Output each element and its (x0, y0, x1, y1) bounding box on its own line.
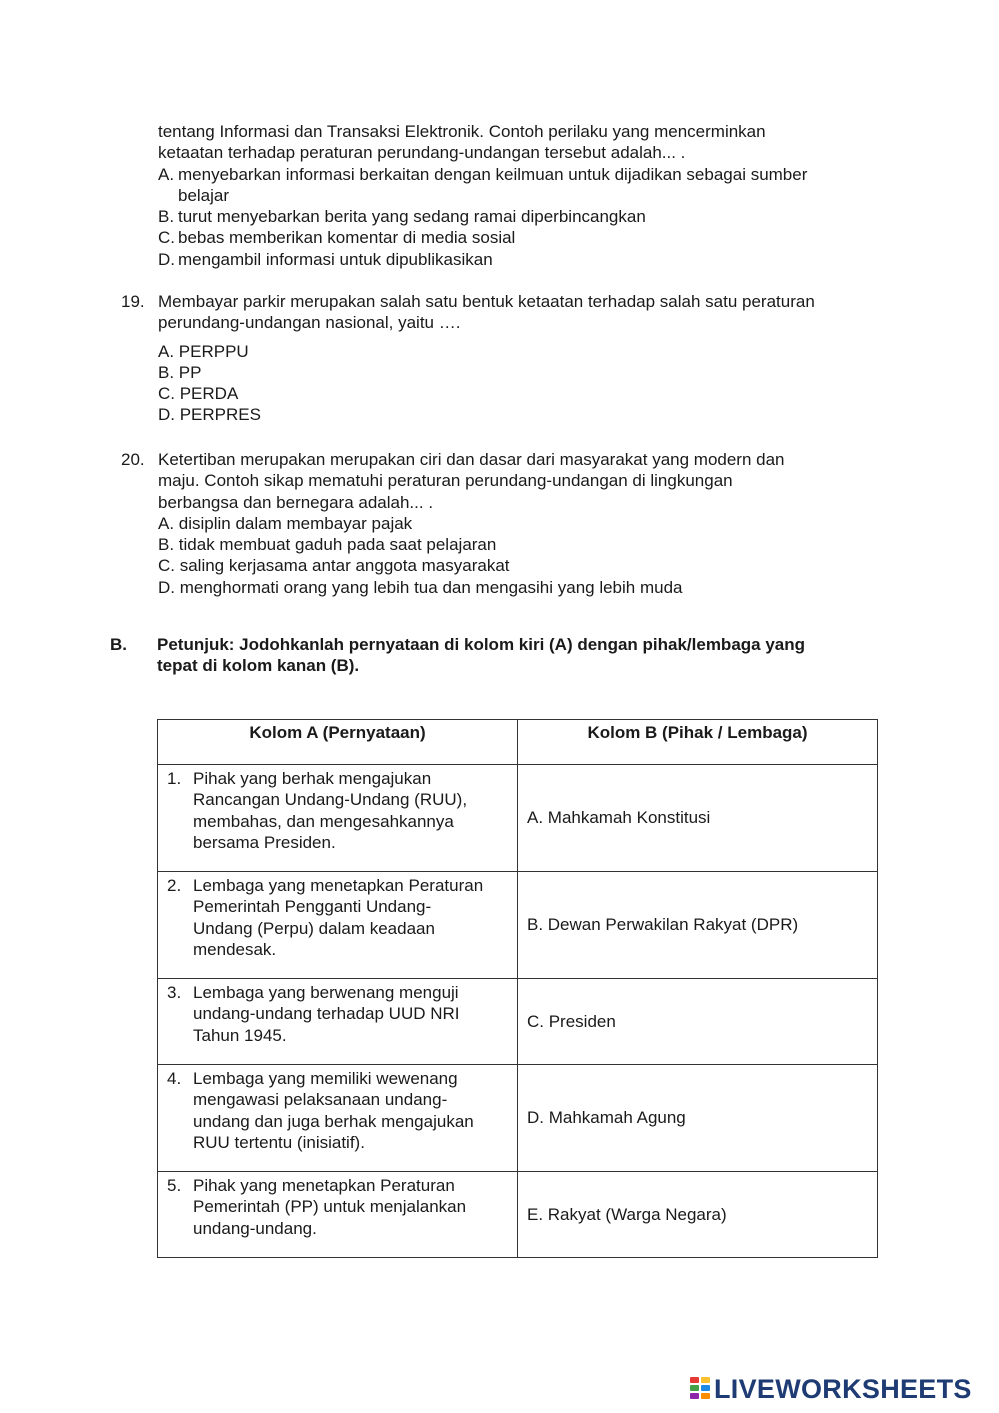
option-letter: B. (158, 207, 175, 227)
statement-line: Lembaga yang menetapkan Peraturan (193, 876, 484, 895)
question-20-option-a: A. disiplin dalam membayar pajak (158, 513, 413, 533)
option-text: bebas memberikan komentar di media sosial (178, 228, 516, 248)
question-19-number: 19. (121, 292, 145, 311)
question-19-option-a: A. PERPPU (158, 341, 249, 361)
statement-line: Lembaga yang berwenang menguji (193, 983, 459, 1002)
section-b-label: B. (110, 635, 127, 654)
question-19-option-c: C. PERDA (158, 384, 239, 404)
statement-number: 4. (167, 1069, 182, 1088)
statement-cell (158, 979, 518, 1065)
statement-line: membahas, dan mengesahkannya (193, 811, 454, 831)
question-20-option-b: B. tidak membuat gaduh pada saat pelajaran (158, 535, 497, 555)
question-20-number: 20. (121, 450, 145, 469)
statement-line: Pihak yang menetapkan Peraturan (193, 1176, 455, 1195)
institution-cell: A. Mahkamah Konstitusi (518, 765, 878, 872)
statement-number: 2. (167, 876, 182, 895)
statement-cell (158, 872, 518, 979)
option-text: mengambil informasi untuk dipublikasikan (178, 249, 493, 269)
table-row (158, 1172, 878, 1258)
table-row (158, 765, 878, 872)
option-letter: C. (158, 228, 175, 248)
institution-cell: D. Mahkamah Agung (518, 1065, 878, 1172)
question-18-option-a-continuation: belajar (178, 185, 230, 205)
statement-line: mengawasi pelaksanaan undang- (193, 1090, 448, 1110)
statement-line: Pemerintah Pengganti Undang- (193, 897, 432, 917)
question-19-option-b: B. PP (158, 362, 202, 382)
table-row (158, 872, 878, 979)
table-row (158, 979, 878, 1065)
question-19 (158, 291, 878, 426)
statement-line: undang-undang. (193, 1218, 317, 1238)
option-text: turut menyebarkan berita yang sedang ramai diperbincangkan (178, 207, 646, 227)
question-18-option-a (158, 164, 878, 185)
question-20-option-d: D. menghormati orang yang lebih tua dan mengasihi yang lebih muda (158, 577, 683, 597)
statement-line: Rancangan Undang-Undang (RUU), (193, 790, 468, 810)
column-b-header: Kolom B (Pihak / Lembaga) (518, 720, 878, 765)
statement-line: bersama Presiden. (193, 832, 336, 852)
statement-line: undang-undang terhadap UUD NRI (193, 1004, 460, 1024)
question-20-stem-line3: berbangsa dan bernegara adalah... . (158, 492, 434, 512)
question-19-stem-line1: Membayar parkir merupakan salah satu bentuk ketaatan terhadap salah satu peraturan (158, 292, 815, 311)
statement-cell (158, 1065, 518, 1172)
section-b-instruction-line2: tepat di kolom kanan (B). (157, 656, 360, 676)
option-letter: D. (158, 249, 175, 269)
question-18-option-b (158, 206, 878, 227)
question-19-option-d: D. PERPRES (158, 405, 261, 425)
statement-line: Tahun 1945. (193, 1025, 287, 1045)
statement-line: mendesak. (193, 939, 277, 959)
liveworksheets-logo (690, 1374, 972, 1404)
statement-line: Undang (Perpu) dalam keadaan (193, 918, 435, 938)
question-19-stem-line2: perundang-undangan nasional, yaitu …. (158, 313, 461, 333)
statement-line: undang dan juga berhak mengajukan (193, 1111, 474, 1131)
statement-cell (158, 765, 518, 872)
statement-line: Pemerintah (PP) untuk menjalankan (193, 1197, 467, 1217)
statement-number: 3. (167, 983, 182, 1002)
matching-table (157, 719, 878, 1258)
institution-cell: B. Dewan Perwakilan Rakyat (DPR) (518, 872, 878, 979)
statement-cell (158, 1172, 518, 1258)
question-20-stem-line2: maju. Contoh sikap mematuhi peraturan perundang-undangan di lingkungan (158, 471, 733, 491)
option-text: menyebarkan informasi berkaitan dengan keilmuan untuk dijadikan sebagai sumber (178, 164, 808, 184)
question-18-stem-line1: tentang Informasi dan Transaksi Elektronik. Contoh perilaku yang mencerminkan (158, 122, 766, 141)
table-row (158, 1065, 878, 1172)
question-18-stem-line2: ketaatan terhadap peraturan perundang-undangan tersebut adalah... . (158, 143, 686, 163)
column-a-header: Kolom A (Pernyataan) (158, 720, 518, 765)
statement-number: 1. (167, 769, 182, 788)
liveworksheets-wordmark: LIVEWORKSHEETS (714, 1374, 972, 1404)
question-20 (158, 449, 878, 598)
statement-number: 5. (167, 1176, 182, 1195)
statement-line: RUU tertentu (inisiatif). (193, 1132, 365, 1152)
question-18 (158, 121, 878, 270)
question-20-option-c: C. saling kerjasama antar anggota masyarakat (158, 556, 510, 576)
question-20-stem-line1: Ketertiban merupakan merupakan ciri dan dasar dari masyarakat yang modern dan (158, 450, 785, 469)
statement-line: Lembaga yang memiliki wewenang (193, 1069, 458, 1088)
section-b-instruction-line1: Petunjuk: Jodohkanlah pernyataan di kolom kiri (A) dengan pihak/lembaga yang (157, 635, 806, 654)
table-header-row (158, 720, 878, 765)
question-18-option-d (158, 249, 878, 270)
institution-cell: C. Presiden (518, 979, 878, 1065)
option-letter: A. (158, 164, 175, 184)
liveworksheets-logo-icon (690, 1377, 712, 1401)
question-18-option-c (158, 227, 878, 248)
statement-line: Pihak yang berhak mengajukan (193, 769, 432, 788)
institution-cell: E. Rakyat (Warga Negara) (518, 1172, 878, 1258)
